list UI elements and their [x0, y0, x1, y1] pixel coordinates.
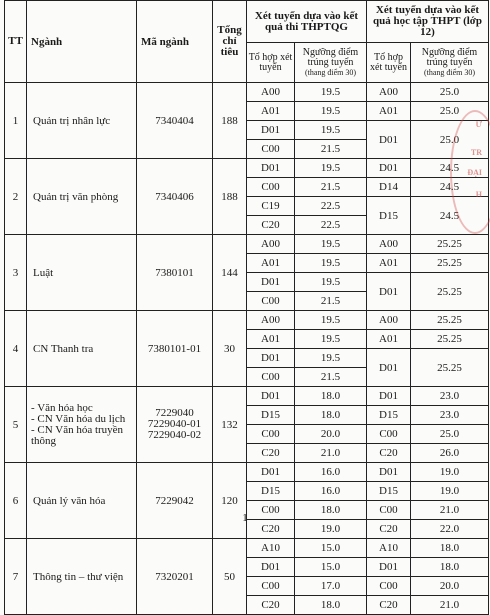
table-row — [5, 311, 489, 330]
school-combo: D15 — [367, 406, 411, 425]
exam-threshold: 15.0 — [295, 558, 367, 577]
school-combo: D01 — [367, 387, 411, 406]
exam-combo: C20 — [247, 216, 295, 235]
major-code — [137, 539, 213, 615]
major-code-line: 7340406 — [155, 190, 194, 203]
school-threshold: 18.0 — [411, 539, 489, 558]
major-name-line: - CN Văn hóa truyền thông — [31, 423, 124, 447]
quota-value: 144 — [213, 235, 247, 311]
major-name-line: - Văn hóa học — [31, 401, 93, 414]
school-combo: C00 — [367, 425, 411, 444]
exam-threshold: 21.5 — [295, 368, 367, 387]
header-exam-combo: Tổ hợp xét tuyển — [247, 43, 295, 83]
major-code — [137, 235, 213, 311]
major-code-line: 7340404 — [155, 114, 194, 127]
exam-threshold: 22.5 — [295, 216, 367, 235]
school-threshold: 24.5 — [411, 178, 489, 197]
school-threshold: 19.0 — [411, 463, 489, 482]
quota-value: 50 — [213, 539, 247, 615]
row-tt: 4 — [5, 311, 27, 387]
exam-combo: D01 — [247, 387, 295, 406]
quota-value: 188 — [213, 83, 247, 159]
major-name — [27, 159, 137, 235]
exam-threshold: 19.5 — [295, 349, 367, 368]
school-combo: A01 — [367, 254, 411, 273]
school-combo: D01 — [367, 558, 411, 577]
major-name-line: - CN Văn hóa du lịch — [31, 412, 126, 425]
exam-threshold: 15.0 — [295, 539, 367, 558]
page-number: 1 — [242, 512, 248, 524]
school-threshold: 25.25 — [411, 311, 489, 330]
school-threshold: 25.0 — [411, 83, 489, 102]
row-tt: 2 — [5, 159, 27, 235]
major-code — [137, 311, 213, 387]
exam-combo: D15 — [247, 406, 295, 425]
school-combo: D01 — [367, 159, 411, 178]
school-combo: A00 — [367, 311, 411, 330]
school-combo: D01 — [367, 349, 411, 387]
exam-threshold: 22.5 — [295, 197, 367, 216]
exam-combo: C00 — [247, 178, 295, 197]
school-combo: A01 — [367, 102, 411, 121]
exam-combo: A01 — [247, 254, 295, 273]
header-tt: TT — [5, 1, 27, 83]
school-threshold: 25.25 — [411, 273, 489, 311]
major-code-line: 7229040 — [155, 407, 194, 419]
exam-combo: A00 — [247, 83, 295, 102]
exam-threshold: 19.5 — [295, 254, 367, 273]
exam-combo: D01 — [247, 159, 295, 178]
exam-threshold: 18.0 — [295, 387, 367, 406]
school-combo: D01 — [367, 121, 411, 159]
school-threshold: 26.0 — [411, 444, 489, 463]
school-threshold: 25.25 — [411, 330, 489, 349]
exam-threshold: 21.5 — [295, 140, 367, 159]
exam-combo: C00 — [247, 368, 295, 387]
header-school-record-group: Xét tuyển dựa vào kết quả học tập THPT (lớp 12) — [367, 1, 489, 43]
school-threshold: 21.0 — [411, 501, 489, 520]
school-combo: C00 — [367, 577, 411, 596]
exam-combo: D01 — [247, 349, 295, 368]
major-name — [27, 83, 137, 159]
row-tt: 6 — [5, 463, 27, 539]
exam-threshold: 19.5 — [295, 121, 367, 140]
exam-combo: A00 — [247, 311, 295, 330]
exam-threshold: 16.0 — [295, 482, 367, 501]
exam-combo: C00 — [247, 292, 295, 311]
exam-threshold: 19.5 — [295, 159, 367, 178]
exam-threshold: 18.0 — [295, 501, 367, 520]
quota-value: 30 — [213, 311, 247, 387]
school-combo: A10 — [367, 539, 411, 558]
school-combo: C20 — [367, 520, 411, 539]
exam-threshold: 21.5 — [295, 292, 367, 311]
exam-combo: A01 — [247, 330, 295, 349]
row-tt: 1 — [5, 83, 27, 159]
header-quota: Tổng chỉ tiêu — [213, 1, 247, 83]
school-combo: C00 — [367, 501, 411, 520]
school-threshold: 23.0 — [411, 406, 489, 425]
exam-threshold: 18.0 — [295, 596, 367, 615]
exam-combo: D15 — [247, 482, 295, 501]
major-code — [137, 159, 213, 235]
major-code-line: 7380101-01 — [147, 342, 202, 355]
school-combo: A01 — [367, 330, 411, 349]
exam-threshold: 19.5 — [295, 330, 367, 349]
major-name — [27, 311, 137, 387]
exam-threshold: 20.0 — [295, 425, 367, 444]
major-name — [27, 463, 137, 539]
exam-threshold: 18.0 — [295, 406, 367, 425]
major-code-line: 7229040-01 — [147, 418, 202, 430]
row-tt: 5 — [5, 387, 27, 463]
quota-value: 132 — [213, 387, 247, 463]
exam-combo: A01 — [247, 102, 295, 121]
row-tt: 7 — [5, 539, 27, 615]
exam-combo: C20 — [247, 444, 295, 463]
school-threshold: 25.0 — [411, 102, 489, 121]
major-name-line: Quản trị văn phòng — [33, 190, 119, 203]
exam-threshold: 16.0 — [295, 463, 367, 482]
exam-threshold: 19.5 — [295, 273, 367, 292]
school-threshold: 25.0 — [411, 425, 489, 444]
exam-combo: D01 — [247, 463, 295, 482]
exam-threshold: 17.0 — [295, 577, 367, 596]
school-combo: D01 — [367, 463, 411, 482]
exam-threshold: 19.5 — [295, 235, 367, 254]
table-row — [5, 83, 489, 102]
exam-combo: C00 — [247, 425, 295, 444]
exam-combo: C19 — [247, 197, 295, 216]
school-threshold: 18.0 — [411, 558, 489, 577]
header-thpt-exam-group: Xét tuyển dựa vào kết quả thi THPTQG — [247, 1, 367, 43]
major-code-line: 7320201 — [155, 570, 194, 583]
table-row — [5, 539, 489, 558]
row-tt: 3 — [5, 235, 27, 311]
school-combo: D15 — [367, 197, 411, 235]
exam-combo: D01 — [247, 558, 295, 577]
exam-threshold: 19.5 — [295, 311, 367, 330]
major-code-line: 7380101 — [155, 266, 194, 279]
major-name-line: Quản trị nhân lực — [33, 114, 111, 127]
exam-threshold: 19.5 — [295, 83, 367, 102]
school-combo: A00 — [367, 235, 411, 254]
major-name-line: Quản lý văn hóa — [33, 494, 106, 507]
header-exam-threshold: Ngưỡng điểm trúng tuyển (thang điểm 30) — [295, 43, 367, 83]
exam-threshold: 19.5 — [295, 102, 367, 121]
header-school-threshold: Ngưỡng điểm trúng tuyển (thang điểm 30) — [411, 43, 489, 83]
header-major: Ngành — [27, 1, 137, 83]
exam-combo: A00 — [247, 235, 295, 254]
major-code-line: 7229040-02 — [147, 429, 202, 441]
school-threshold: 21.0 — [411, 596, 489, 615]
exam-combo: C00 — [247, 140, 295, 159]
school-threshold: 24.5 — [411, 197, 489, 235]
exam-threshold: 21.0 — [295, 444, 367, 463]
school-threshold: 20.0 — [411, 577, 489, 596]
exam-threshold: 19.0 — [295, 520, 367, 539]
major-code — [137, 83, 213, 159]
header-school-combo: Tổ hợp xét tuyển — [367, 43, 411, 83]
exam-combo: C00 — [247, 501, 295, 520]
exam-combo: D01 — [247, 273, 295, 292]
quota-value: 188 — [213, 159, 247, 235]
exam-combo: C00 — [247, 577, 295, 596]
exam-combo: C20 — [247, 520, 295, 539]
school-threshold: 25.25 — [411, 254, 489, 273]
exam-combo: C20 — [247, 596, 295, 615]
table-row — [5, 159, 489, 178]
school-threshold: 19.0 — [411, 482, 489, 501]
exam-combo: D01 — [247, 121, 295, 140]
exam-combo: A10 — [247, 539, 295, 558]
school-threshold: 25.25 — [411, 235, 489, 254]
school-combo: C20 — [367, 444, 411, 463]
major-name — [27, 539, 137, 615]
quota-value: 120 — [213, 463, 247, 539]
major-name — [27, 235, 137, 311]
major-name-line: Thông tin – thư viện — [33, 570, 124, 583]
red-seal-stamp: Ư TR ĐẠI H — [450, 110, 490, 234]
school-threshold: 25.25 — [411, 349, 489, 387]
table-row — [5, 235, 489, 254]
header-major-code: Mã ngành — [137, 1, 213, 83]
school-combo: D15 — [367, 482, 411, 501]
table-row — [5, 387, 489, 406]
school-threshold: 22.0 — [411, 520, 489, 539]
school-threshold: 25.0 — [411, 121, 489, 159]
major-name-line: CN Thanh tra — [33, 342, 94, 355]
major-code — [137, 387, 213, 463]
school-combo: C20 — [367, 596, 411, 615]
major-code — [137, 463, 213, 539]
major-code-line: 7229042 — [155, 494, 194, 507]
school-combo: D01 — [367, 273, 411, 311]
major-name — [27, 387, 137, 463]
exam-threshold: 21.5 — [295, 178, 367, 197]
table-row — [5, 463, 489, 482]
school-combo: D14 — [367, 178, 411, 197]
school-threshold: 24.5 — [411, 159, 489, 178]
major-name-line: Luật — [33, 266, 54, 279]
school-threshold: 23.0 — [411, 387, 489, 406]
school-combo: A00 — [367, 83, 411, 102]
